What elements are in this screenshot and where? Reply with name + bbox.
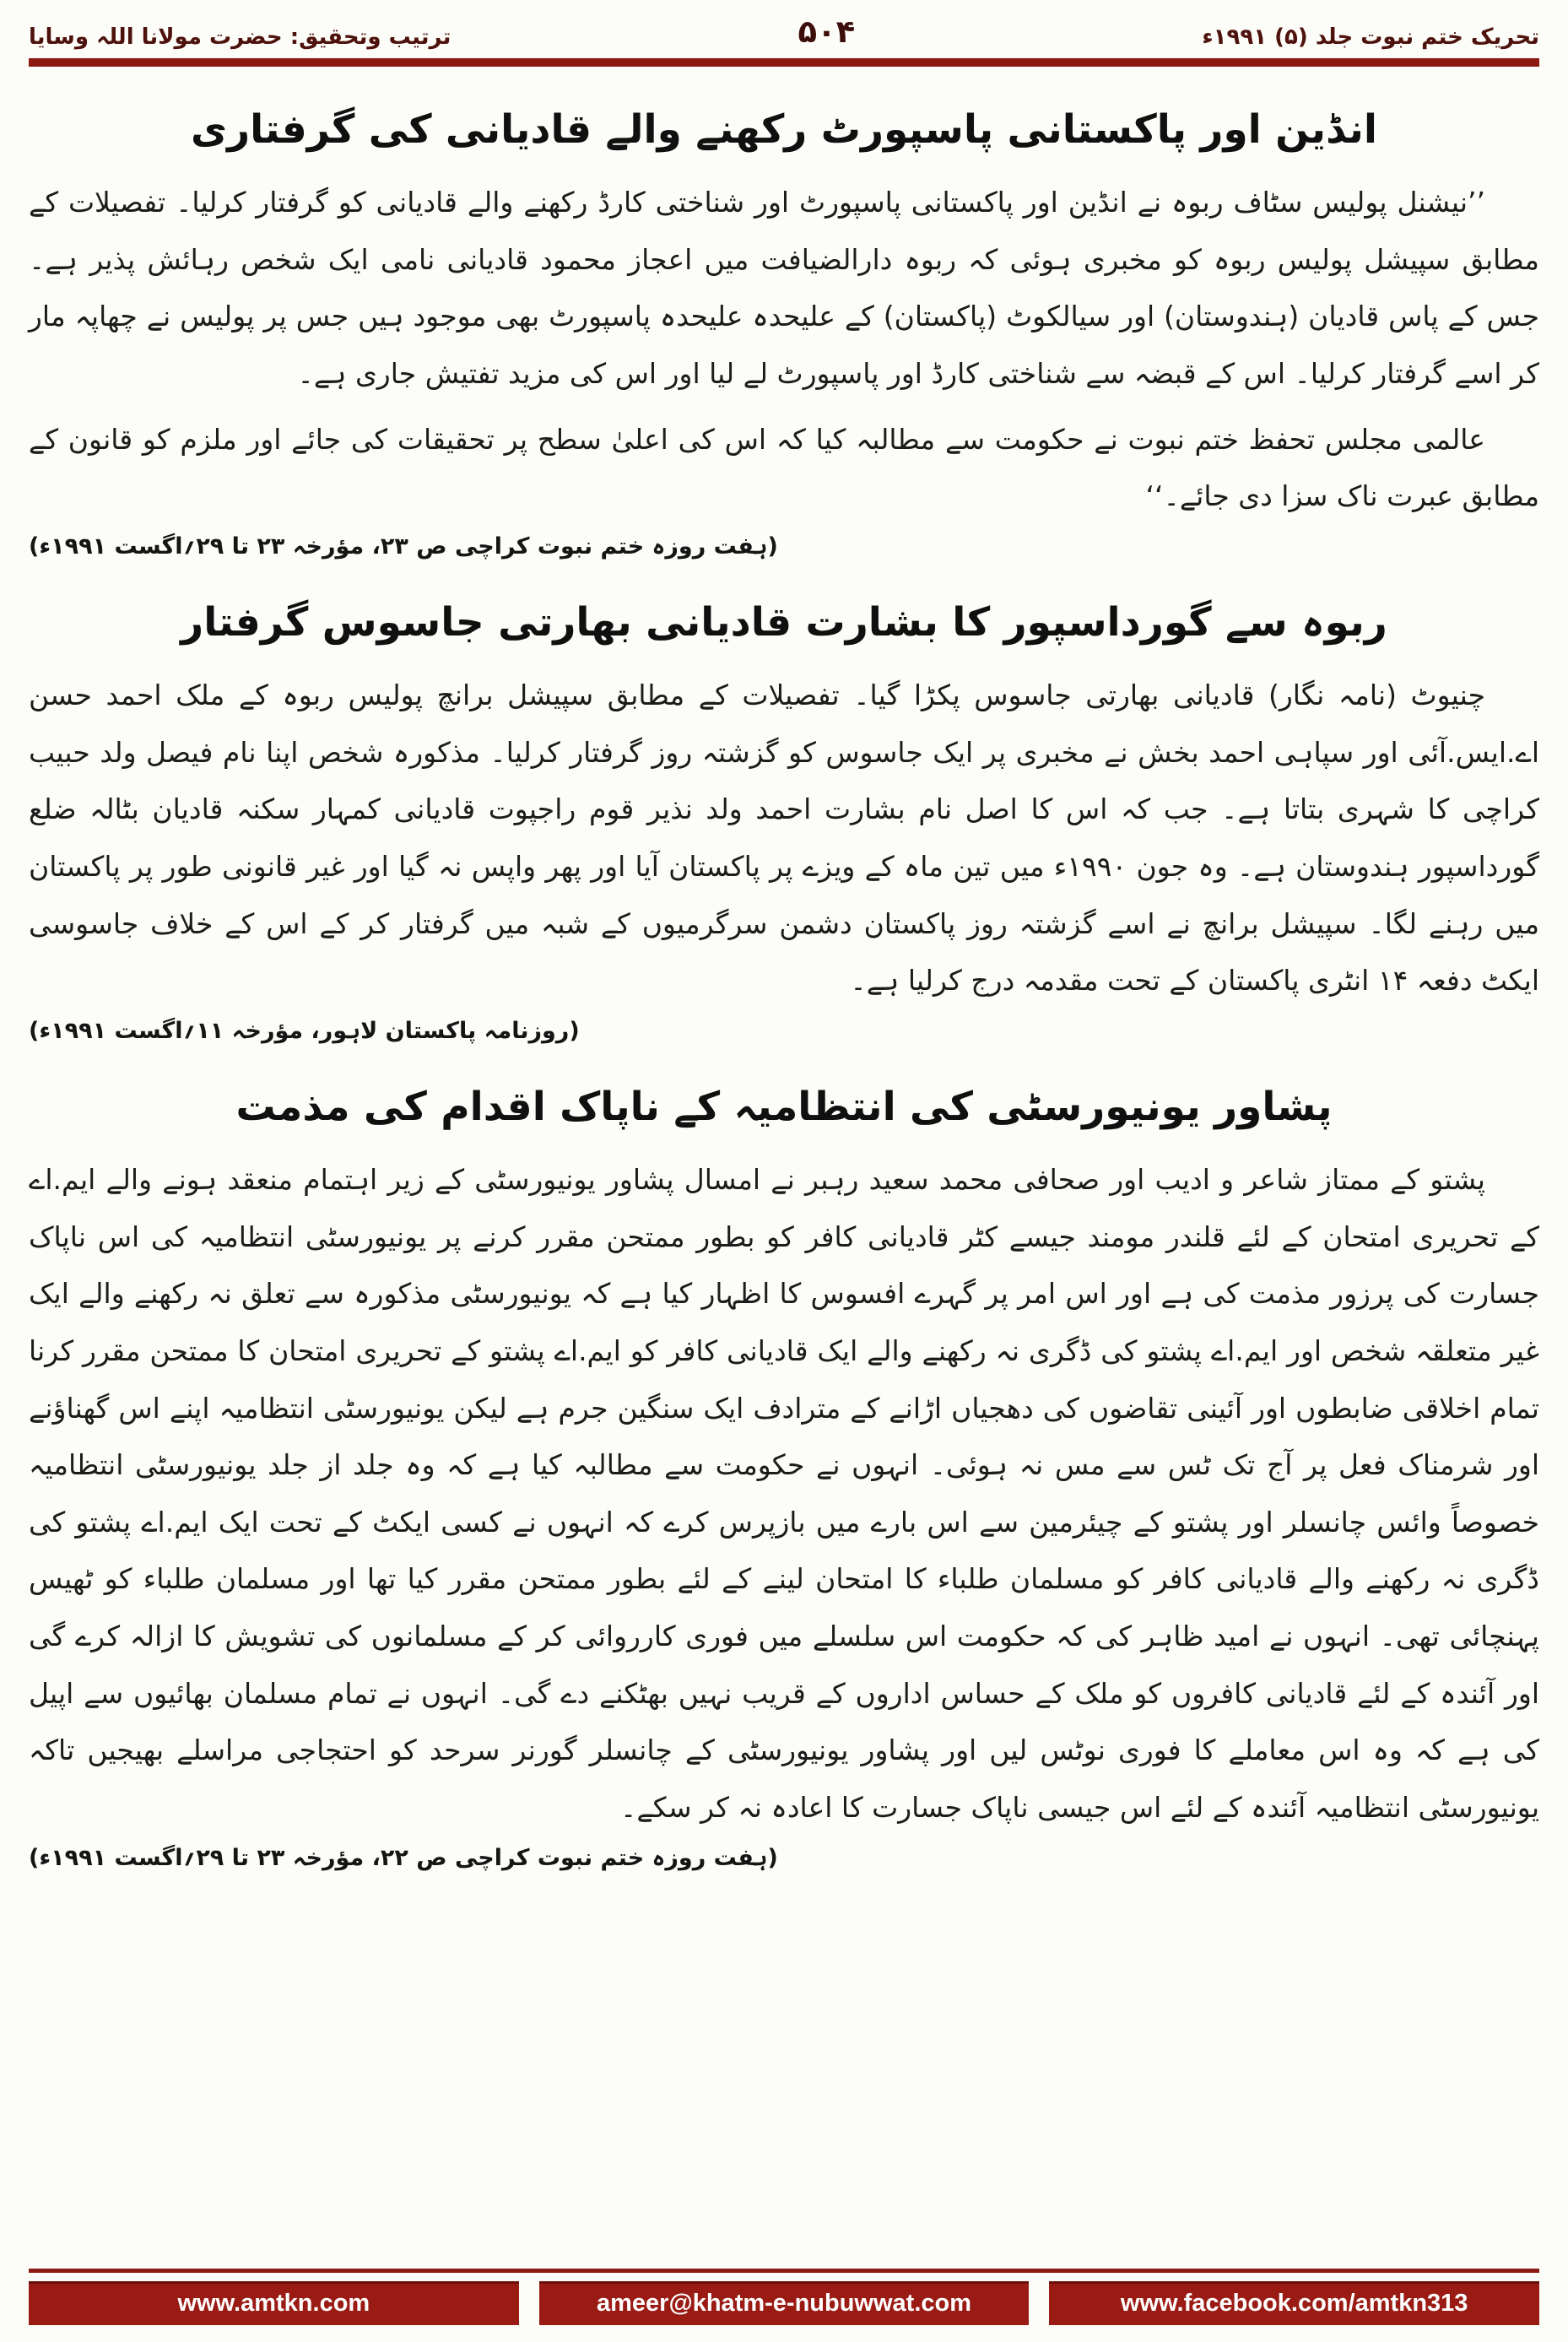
section-heading: ربوہ سے گورداسپور کا بشارت قادیانی بھارتی جاسوس گرفتار bbox=[181, 598, 1387, 646]
footer-rule bbox=[29, 2269, 1539, 2273]
citation: (ہفت روزہ ختم نبوت کراچی ص ۲۲، مؤرخہ ۲۳ تا ۲۹؍اگست ۱۹۹۱ء) bbox=[29, 1844, 778, 1871]
footer-bars bbox=[29, 2281, 1539, 2325]
section-passport-arrest bbox=[29, 104, 1539, 560]
paragraph: ’’نیشنل پولیس سٹاف ربوہ نے انڈین اور پاکستانی پاسپورٹ اور شناختی کارڈ رکھنے والے قادیانی کو گرفتار کرلیا۔ تفصیلات کے مطابق سپیشل پولیس ربوہ کو مخبری ہوئی کہ ربوہ دارالضیافت میں اعجاز محمود قادیانی نامی ایک شخص رہائش پذیر ہے۔ جس کے پاس قادیان (ہندوستان) اور سیالکوٹ (پاکستان) کے علیحدہ علیحدہ پاسپورٹ بھی موجود ہیں جس پر پولیس نے چھاپہ مار کر اسے گرفتار کرلیا۔ اس کے قبضہ سے شناختی کارڈ اور پاسپورٹ لے لیا اور اس کی مزید تفتیش جاری ہے۔ bbox=[29, 186, 1539, 391]
page-number: ۵۰۴ bbox=[798, 14, 856, 50]
footer-website-bar: www.amtkn.com bbox=[29, 2281, 519, 2325]
header-book-title: تحریک ختم نبوت جلد (۵) ۱۹۹۱ء bbox=[1202, 24, 1539, 50]
section-heading: انڈین اور پاکستانی پاسپورٹ رکھنے والے قادیانی کی گرفتاری bbox=[191, 106, 1377, 153]
section-spy-arrest bbox=[29, 597, 1539, 1044]
page-footer bbox=[29, 2269, 1539, 2325]
header-rule bbox=[29, 58, 1539, 67]
paragraph: چنیوٹ (نامہ نگار) قادیانی بھارتی جاسوس پکڑا گیا۔ تفصیلات کے مطابق سپیشل برانچ پولیس ربوہ کے ملک احمد حسن اے.ایس.آئی اور سپاہی احمد بخش نے مخبری پر ایک جاسوس کو گزشتہ روز گرفتار کرلیا۔ مذکورہ شخص اپنا نام فیصل ولد حبیب کراچی کا شہری بتاتا ہے۔ جب کہ اس کا اصل نام بشارت احمد ولد نذیر قوم راجپوت قادیانی کمہار سکنہ قادیان بٹالہ ضلع گورداسپور ہندوستان ہے۔ وہ جون ۱۹۹۰ء میں تین ماہ کے ویزے پر پاکستان آیا اور پھر واپس نہ گیا اور غیر قانونی طور پر پاکستان میں رہنے لگا۔ سپیشل برانچ نے اسے گزشتہ روز پاکستان دشمن سرگرمیوں کے شبہ میں گرفتار کر کے اس کے خلاف جاسوسی ایکٹ دفعہ ۱۴ انٹری پاکستان کے تحت مقدمہ درج کرلیا ہے۔ bbox=[29, 679, 1540, 998]
page-header bbox=[29, 0, 1539, 50]
paragraph: عالمی مجلس تحفظ ختم نبوت نے حکومت سے مطالبہ کیا کہ اس کی اعلیٰ سطح پر تحقیقات کی جائے اور ملزم کو قانون کے مطابق عبرت ناک سزا دی جائے۔‘‘ bbox=[29, 422, 1539, 513]
footer-facebook-bar: www.facebook.com/amtkn313 bbox=[1049, 2281, 1539, 2325]
citation: (ہفت روزہ ختم نبوت کراچی ص ۲۳، مؤرخہ ۲۳ تا ۲۹؍اگست ۱۹۹۱ء) bbox=[29, 533, 778, 560]
paragraph: پشتو کے ممتاز شاعر و ادیب اور صحافی محمد سعید رہبر نے امسال پشاور یونیورسٹی کے زیر اہتمام منعقد ہونے والے ایم.اے کے تحریری امتحان کے لئے قلندر مومند جیسے کٹر قادیانی کافر کو بطور ممتحن مقرر کرنے پر یونیورسٹی انتظامیہ کی اس ناپاک جسارت کی پرزور مذمت کی ہے اور اس امر پر گہرے افسوس کا اظہار کیا ہے کہ یونیورسٹی مذکورہ سے تعلق نہ رکھنے والے ایک غیر متعلقہ شخص اور ایم.اے پشتو کی ڈگری نہ رکھنے والے ایک قادیانی کافر کو ایم.اے پشتو کے تحریری امتحان کا ممتحن مقرر کرنا تمام اخلاقی ضابطوں اور آئینی تقاضوں کی دھجیاں اڑانے کے مترادف ایک سنگین جرم ہے لیکن یونیورسٹی انتظامیہ اپنے اس گھناؤنے اور شرمناک فعل پر آج تک ٹس سے مس نہ ہوئی۔ انہوں نے حکومت سے مطالبہ کیا ہے کہ وہ جلد از جلد یونیورسٹی انتظامیہ خصوصاً وائس چانسلر اور پشتو کے چیئرمین سے اس بارے میں بازپرس کرے کہ انہوں نے کسی ایکٹ کے تحت ایک ایم.اے پشتو کی ڈگری نہ رکھنے والے قادیانی کافر کو مسلمان طلباء کا امتحان لینے کے لئے بطور ممتحن مقرر کیا تھا اور مسلمان طلباء کو ٹھیس پہنچائی تھی۔ انہوں نے امید ظاہر کی کہ حکومت اس سلسلے میں فوری کارروائی کر کے مسلمانوں کی تشویش کا ازالہ کرے گی اور آئندہ کے لئے قادیانی کافروں کو ملک کے حساس اداروں کے قریب نہیں بھٹکنے دے گی۔ انہوں نے تمام مسلمان بھائیوں سے اپیل کی ہے کہ وہ اس معاملے کا فوری نوٹس لیں اور پشاور یونیورسٹی کے چانسلر گورنر سرحد کو احتجاجی مراسلے بھیجیں تاکہ یونیورسٹی انتظامیہ آئندہ کے لئے اس جیسی ناپاک جسارت کا اعادہ نہ کر سکے۔ bbox=[29, 1162, 1539, 1825]
footer-email-bar: ameer@khatm-e-nubuwwat.com bbox=[539, 2281, 1030, 2325]
citation: (روزنامہ پاکستان لاہور، مؤرخہ ۱۱؍اگست ۱۹۹۱ء) bbox=[29, 1017, 580, 1044]
header-editor-line: ترتیب وتحقیق: حضرت مولانا اللہ وسایا bbox=[29, 24, 451, 50]
section-university-condemnation bbox=[29, 1081, 1539, 1871]
section-heading: پشاور یونیورسٹی کی انتظامیہ کے ناپاک اقدام کی مذمت bbox=[235, 1083, 1333, 1130]
